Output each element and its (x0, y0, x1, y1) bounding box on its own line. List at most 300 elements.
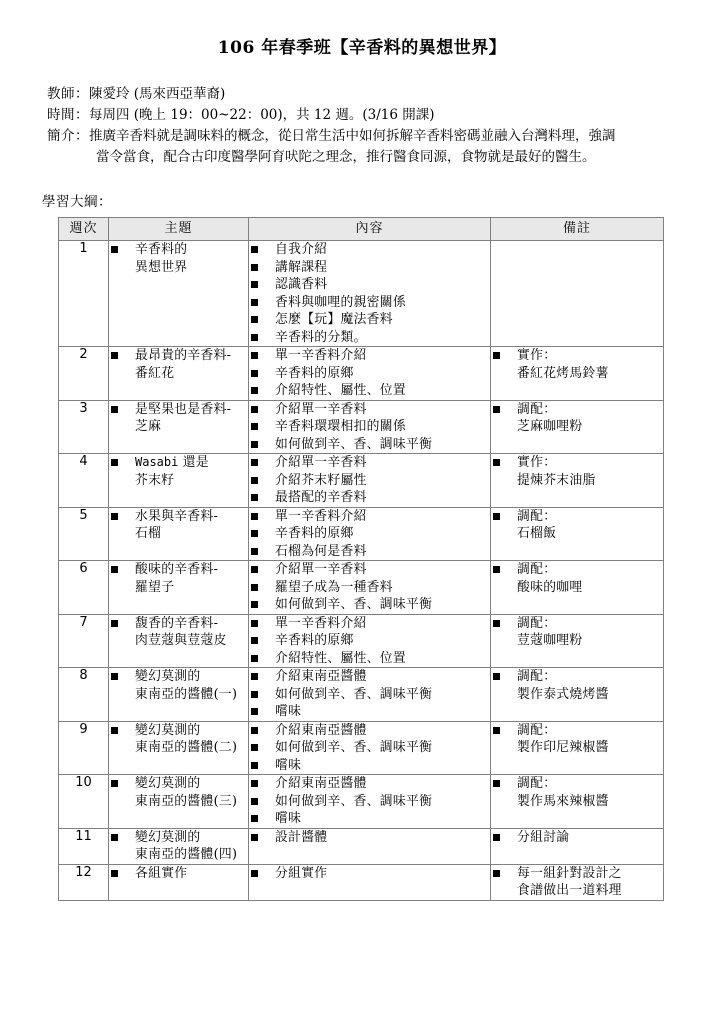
cell-content (249, 721, 491, 775)
content-line: 如何做到辛、香、調味平衡 (275, 793, 433, 809)
cell-topic (109, 400, 249, 454)
topic-list (109, 615, 248, 650)
cell-topic (109, 561, 249, 615)
note-line: 提煉芥末油脂 (517, 472, 596, 488)
content-line: 羅望子成為一種香料 (275, 579, 393, 595)
topic-line: 芝麻 (135, 419, 162, 434)
bullet-square-icon (251, 264, 258, 271)
note-item (491, 347, 663, 382)
content-item (249, 472, 490, 490)
content-item (249, 543, 490, 561)
content-item (249, 561, 490, 579)
bullet-square-icon (251, 584, 258, 591)
bullet-square-icon (251, 762, 258, 769)
cell-content (249, 828, 491, 864)
bullet-square-icon (251, 780, 258, 787)
content-item (249, 686, 490, 704)
column-header-week: 週次 (59, 218, 109, 241)
note-line: 調配： (517, 615, 557, 631)
content-item (249, 810, 490, 828)
meta-intro-value: 推廣辛香料就是調味料的概念，從日常生活中如何拆解辛香料密碼並融入台灣料理，強調 (89, 128, 616, 145)
topic-line: Wasabi 還是 (135, 455, 209, 470)
latin-text: Wasabi (135, 455, 179, 469)
bullet-square-icon (111, 834, 118, 841)
topic-item (109, 865, 248, 883)
cell-topic (109, 668, 249, 722)
content-line: 單一辛香料介紹 (275, 348, 367, 363)
cell-week: 1 (59, 241, 109, 347)
table-row (59, 721, 664, 775)
note-list (491, 401, 663, 436)
topic-line: 變幻莫測的 (135, 776, 201, 791)
content-line: 介紹特性、屬性、位置 (275, 383, 406, 398)
content-list (249, 668, 490, 721)
content-list (249, 775, 490, 828)
note-item (491, 829, 663, 847)
content-item (249, 259, 490, 277)
note-list (491, 775, 663, 810)
note-line: 製作馬來辣椒醬 (517, 793, 609, 809)
content-list (249, 401, 490, 454)
cell-topic (109, 864, 249, 900)
cell-topic (109, 507, 249, 561)
content-list (249, 347, 490, 400)
note-line: 製作印尼辣椒醬 (517, 740, 609, 755)
topic-item (109, 615, 248, 650)
content-line: 介紹單一辛香料 (275, 455, 367, 470)
topic-list (109, 775, 248, 810)
bullet-square-icon (111, 780, 118, 787)
content-line: 嚐味 (275, 704, 302, 719)
content-line: 介紹單一辛香料 (275, 562, 367, 577)
cell-week: 5 (59, 507, 109, 561)
content-list (249, 865, 490, 883)
content-line: 辛香料的原鄉 (275, 526, 354, 541)
note-line: 酸味的咖哩 (517, 579, 583, 595)
meta-teacher-value: 陳愛玲 (馬來西亞華裔) (89, 86, 226, 103)
table-row (59, 614, 664, 668)
content-line: 認識香料 (275, 277, 328, 292)
bullet-square-icon (251, 744, 258, 751)
topic-line: 變幻莫測的 (135, 669, 201, 684)
syllabus-body (59, 241, 664, 901)
note-line: 荳蔻咖哩粉 (517, 633, 583, 648)
bullet-square-icon (493, 620, 500, 627)
bullet-square-icon (493, 780, 500, 787)
content-item (249, 615, 490, 633)
topic-line: 番紅花 (135, 365, 175, 381)
topic-line: 異想世界 (135, 259, 188, 275)
topic-item (109, 347, 248, 382)
topic-line: 芥末籽 (135, 472, 175, 488)
cell-week: 8 (59, 668, 109, 722)
cell-topic (109, 614, 249, 668)
content-item (249, 489, 490, 507)
bullet-square-icon (251, 281, 258, 288)
bullet-square-icon (493, 566, 500, 573)
note-item (491, 561, 663, 596)
note-item (491, 722, 663, 757)
content-list (249, 722, 490, 775)
topic-list (109, 508, 248, 543)
note-list (491, 668, 663, 703)
content-item (249, 276, 490, 294)
meta-intro (47, 126, 665, 168)
cell-content (249, 400, 491, 454)
column-header-note: 備註 (491, 218, 664, 241)
content-item (249, 793, 490, 811)
topic-line: 東南亞的醬體(四) (135, 847, 238, 862)
content-line: 辛香料的原鄉 (275, 365, 354, 381)
note-list (491, 722, 663, 757)
topic-item (109, 668, 248, 703)
topic-line: 東南亞的醬體(一) (135, 686, 238, 702)
bullet-square-icon (251, 655, 258, 662)
content-item (249, 418, 490, 436)
content-item (249, 596, 490, 614)
cell-content (249, 775, 491, 829)
topic-item (109, 241, 248, 276)
bullet-square-icon (493, 673, 500, 680)
meta-time-label: 時間： (47, 107, 89, 124)
bullet-square-icon (251, 441, 258, 448)
table-row (59, 400, 664, 454)
topic-line: 肉荳蔻與荳蔻皮 (135, 633, 227, 648)
content-item (249, 703, 490, 721)
note-item (491, 865, 663, 900)
topic-list (109, 865, 248, 883)
cell-topic (109, 241, 249, 347)
topic-item (109, 722, 248, 757)
note-line: 調配： (517, 669, 557, 684)
cell-content (249, 668, 491, 722)
content-item (249, 632, 490, 650)
cell-note (491, 347, 664, 401)
topic-item (109, 454, 248, 489)
course-meta (47, 84, 724, 168)
content-line: 設計醬體 (275, 829, 328, 845)
column-header-topic: 主題 (109, 218, 249, 241)
content-line: 介紹東南亞醬體 (275, 722, 367, 738)
content-line: 單一辛香料介紹 (275, 508, 367, 524)
bullet-square-icon (251, 370, 258, 377)
content-list (249, 829, 490, 847)
bullet-square-icon (251, 691, 258, 698)
content-item (249, 347, 490, 365)
bullet-square-icon (111, 513, 118, 520)
bullet-square-icon (251, 566, 258, 573)
table-row (59, 241, 664, 347)
cell-week: 7 (59, 614, 109, 668)
bullet-square-icon (111, 727, 118, 734)
bullet-square-icon (493, 834, 500, 841)
topic-list (109, 829, 248, 864)
note-item (491, 401, 663, 436)
bullet-square-icon (251, 352, 258, 359)
cell-content (249, 347, 491, 401)
bullet-square-icon (251, 334, 258, 341)
topic-line: 水果與辛香料- (135, 508, 219, 524)
topic-line: 羅望子 (135, 579, 175, 595)
bullet-square-icon (493, 459, 500, 466)
content-item (249, 650, 490, 668)
table-row (59, 561, 664, 615)
cell-note (491, 668, 664, 722)
bullet-square-icon (251, 299, 258, 306)
meta-time (47, 105, 724, 126)
content-item (249, 865, 490, 883)
meta-time-value: 每周四 (晚上 19：00~22：00)，共 12 週。(3/16 開課) (89, 107, 435, 124)
bullet-square-icon (493, 513, 500, 520)
note-list (491, 865, 663, 900)
topic-line: 酸味的辛香料- (135, 562, 219, 577)
topic-list (109, 668, 248, 703)
note-list (491, 829, 663, 847)
content-line: 如何做到辛、香、調味平衡 (275, 740, 433, 755)
topic-item (109, 775, 248, 810)
topic-item (109, 401, 248, 436)
note-line: 番紅花烤馬鈴薯 (517, 365, 609, 381)
cell-week: 9 (59, 721, 109, 775)
cell-week: 12 (59, 864, 109, 900)
bullet-square-icon (251, 423, 258, 430)
bullet-square-icon (251, 601, 258, 608)
table-header-row (59, 218, 664, 241)
meta-intro-value-cont: 當令當食，配合古印度醫學阿育吠陀之理念，推行醫食同源，食物就是最好的醫生。 (96, 149, 596, 166)
cell-note (491, 561, 664, 615)
content-item (249, 241, 490, 259)
content-item (249, 436, 490, 454)
bullet-square-icon (493, 352, 500, 359)
content-item (249, 365, 490, 383)
content-item (249, 668, 490, 686)
bullet-square-icon (111, 246, 118, 253)
table-row (59, 454, 664, 508)
content-line: 香料與咖哩的親密關係 (275, 294, 406, 310)
content-item (249, 757, 490, 775)
table-row (59, 507, 664, 561)
topic-item (109, 829, 248, 864)
note-item (491, 668, 663, 703)
content-item (249, 525, 490, 543)
syllabus-table (58, 217, 664, 901)
cell-note (491, 241, 664, 347)
content-line: 怎麼【玩】魔法香料 (275, 312, 393, 327)
bullet-square-icon (111, 352, 118, 359)
content-item (249, 722, 490, 740)
content-line: 嚐味 (275, 757, 302, 773)
content-list (249, 454, 490, 507)
cell-topic (109, 775, 249, 829)
note-line: 調配： (517, 562, 557, 577)
note-line: 製作泰式燒烤醬 (517, 686, 609, 702)
topic-line: 東南亞的醬體(二) (135, 740, 238, 755)
bullet-square-icon (111, 620, 118, 627)
topic-line: 變幻莫測的 (135, 722, 201, 738)
bullet-square-icon (251, 406, 258, 413)
table-row (59, 864, 664, 900)
bullet-square-icon (111, 459, 118, 466)
topic-line: 石榴 (135, 526, 162, 541)
content-item (249, 401, 490, 419)
outline-label: 學習大綱： (42, 194, 112, 211)
topic-list (109, 454, 248, 489)
cell-topic (109, 721, 249, 775)
content-line: 講解課程 (275, 259, 328, 275)
note-list (491, 347, 663, 382)
note-line: 石榴飯 (517, 526, 557, 541)
table-row (59, 668, 664, 722)
meta-teacher-label: 教師： (47, 86, 89, 103)
content-line: 如何做到辛、香、調味平衡 (275, 597, 433, 612)
bullet-square-icon (493, 870, 500, 877)
note-line: 實作： (517, 348, 557, 363)
note-line: 每一組針對設計之 (517, 865, 622, 881)
content-line: 石榴為何是香料 (275, 543, 367, 559)
note-item (491, 508, 663, 543)
cell-note (491, 454, 664, 508)
note-line: 芝麻咖哩粉 (517, 419, 583, 434)
cell-week: 2 (59, 347, 109, 401)
column-header-content: 內容 (249, 218, 491, 241)
note-list (491, 561, 663, 596)
bullet-square-icon (111, 870, 118, 877)
cell-note (491, 864, 664, 900)
topic-item (109, 561, 248, 596)
topic-item (109, 508, 248, 543)
content-line: 如何做到辛、香、調味平衡 (275, 436, 433, 452)
note-list (491, 508, 663, 543)
cell-note (491, 775, 664, 829)
bullet-square-icon (111, 406, 118, 413)
bullet-square-icon (251, 530, 258, 537)
content-line: 介紹特性、屬性、位置 (275, 650, 406, 666)
meta-teacher (47, 84, 724, 105)
topic-line: 各組實作 (135, 865, 188, 881)
cell-week: 3 (59, 400, 109, 454)
cell-note (491, 400, 664, 454)
note-line: 分組討論 (517, 829, 570, 845)
content-line: 單一辛香料介紹 (275, 615, 367, 631)
content-item (249, 382, 490, 400)
cell-week: 10 (59, 775, 109, 829)
content-list (249, 561, 490, 614)
bullet-square-icon (251, 246, 258, 253)
content-line: 介紹東南亞醬體 (275, 776, 367, 791)
content-item (249, 775, 490, 793)
topic-line: 辛香料的 (135, 242, 188, 257)
note-line: 調配： (517, 776, 557, 791)
content-item (249, 739, 490, 757)
note-list (491, 454, 663, 489)
content-item (249, 829, 490, 847)
topic-line: 變幻莫測的 (135, 829, 201, 845)
content-line: 自我介紹 (275, 242, 328, 257)
page-title: 106 年春季班【辛香料的異想世界】 (217, 38, 507, 58)
bullet-square-icon (251, 815, 258, 822)
bullet-square-icon (251, 620, 258, 627)
bullet-square-icon (493, 406, 500, 413)
content-line: 辛香料的原鄉 (275, 633, 354, 648)
bullet-square-icon (111, 673, 118, 680)
cell-note (491, 507, 664, 561)
cell-week: 11 (59, 828, 109, 864)
bullet-square-icon (251, 513, 258, 520)
topic-list (109, 347, 248, 382)
cell-content (249, 614, 491, 668)
bullet-square-icon (251, 673, 258, 680)
content-item (249, 311, 490, 329)
content-item (249, 294, 490, 312)
bullet-square-icon (251, 727, 258, 734)
cell-note (491, 721, 664, 775)
bullet-square-icon (251, 708, 258, 715)
meta-intro-label: 簡介： (47, 128, 89, 145)
note-item (491, 454, 663, 489)
bullet-square-icon (493, 727, 500, 734)
topic-list (109, 241, 248, 276)
cell-topic (109, 454, 249, 508)
topic-line: 最昂貴的辛香料- (135, 348, 232, 363)
cell-week: 6 (59, 561, 109, 615)
topic-line: 東南亞的醬體(三) (135, 793, 238, 809)
note-line: 調配： (517, 722, 557, 738)
bullet-square-icon (251, 459, 258, 466)
bullet-square-icon (251, 637, 258, 644)
table-row (59, 347, 664, 401)
content-line: 介紹單一辛香料 (275, 401, 367, 417)
cell-content (249, 864, 491, 900)
content-line: 介紹東南亞醬體 (275, 669, 367, 684)
bullet-square-icon (251, 477, 258, 484)
topic-line: 馥香的辛香料- (135, 615, 219, 631)
topic-list (109, 722, 248, 757)
content-line: 嚐味 (275, 811, 302, 826)
cell-content (249, 454, 491, 508)
cell-content (249, 561, 491, 615)
bullet-square-icon (251, 834, 258, 841)
note-item (491, 775, 663, 810)
content-line: 介紹芥末籽屬性 (275, 472, 367, 488)
note-line: 食譜做出一道料理 (517, 883, 622, 898)
note-line: 調配： (517, 508, 557, 524)
bullet-square-icon (251, 798, 258, 805)
cell-content (249, 507, 491, 561)
content-item (249, 454, 490, 472)
bullet-square-icon (251, 870, 258, 877)
content-line: 分組實作 (275, 865, 328, 881)
topic-list (109, 401, 248, 436)
cell-topic (109, 828, 249, 864)
note-line: 調配： (517, 401, 557, 417)
bullet-square-icon (251, 316, 258, 323)
content-line: 辛香料環環相扣的關係 (275, 419, 406, 434)
bullet-square-icon (251, 494, 258, 501)
cell-content (249, 241, 491, 347)
bullet-square-icon (251, 548, 258, 555)
cell-topic (109, 347, 249, 401)
bullet-square-icon (251, 387, 258, 394)
cell-note (491, 828, 664, 864)
content-list (249, 241, 490, 346)
table-row (59, 775, 664, 829)
note-list (491, 615, 663, 650)
table-row (59, 828, 664, 864)
content-line: 辛香料的分類。 (275, 329, 367, 345)
cell-note (491, 614, 664, 668)
topic-line: 是堅果也是香料- (135, 401, 232, 417)
topic-list (109, 561, 248, 596)
